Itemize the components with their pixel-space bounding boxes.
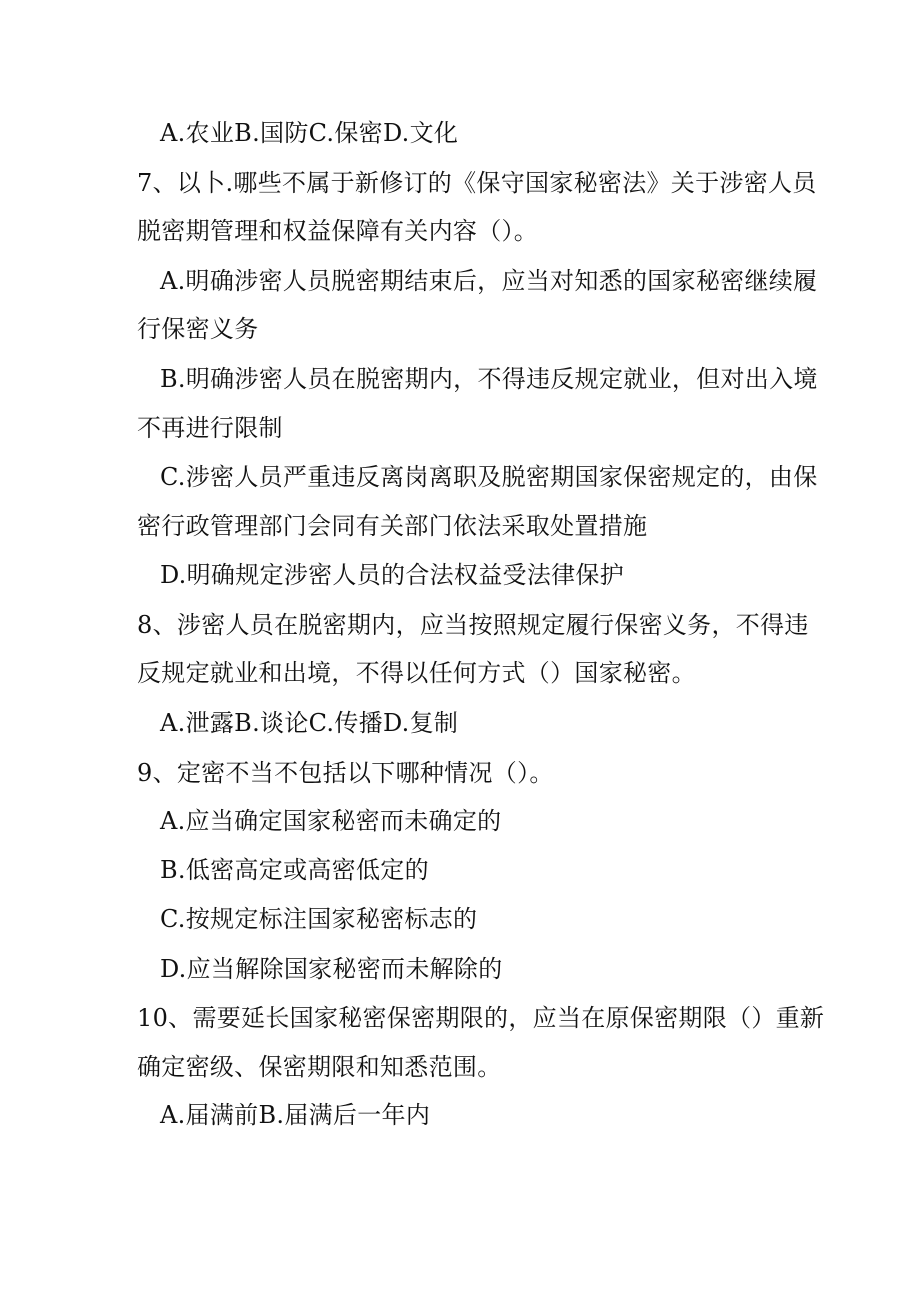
- q10-stem-line-2: 确定密级、保密期限和知悉范围。: [137, 1053, 502, 1081]
- q7-stem-line-2: 脱密期管理和权益保障有关内容（）。: [137, 217, 539, 245]
- q7-option-d: D.明确规定涉密人员的合法权益受法律保护: [160, 561, 625, 589]
- q9-option-c: C.按规定标注国家秘密标志的: [160, 905, 478, 933]
- q7-option-c-line-2: 密行政管理部门会同有关部门依法采取处置措施: [137, 512, 648, 540]
- q10-options: A.届满前B.届满后一年内: [160, 1101, 431, 1129]
- q7-option-b-line-1: B.明确涉密人员在脱密期内，不得违反规定就业，但对出入境: [160, 365, 818, 393]
- q8-options: A.泄露B.谈论C.传播D.复制: [160, 709, 459, 737]
- q7-option-c-line-1: C.涉密人员严重违反离岗离职及脱密期国家保密规定的，由保: [160, 463, 818, 491]
- q7-option-a-line-1: A.明确涉密人员脱密期结束后，应当对知悉的国家秘密继续履: [160, 267, 818, 295]
- q6-options: A.农业B.国防C.保密D.文化: [160, 119, 459, 147]
- q9-option-b: B.低密高定或高密低定的: [160, 856, 429, 884]
- q10-stem-line-1: 10、需要延长国家秘密保密期限的，应当在原保密期限（）重新: [137, 1004, 825, 1032]
- q9-stem: 9、定密不当不包括以下哪种情况（）。: [137, 759, 554, 787]
- q9-option-a: A.应当确定国家秘密而未确定的: [160, 807, 502, 835]
- q7-option-a-line-2: 行保密义务: [137, 315, 259, 343]
- q7-option-b-line-2: 不再进行限制: [137, 414, 283, 442]
- q9-option-d: D.应当解除国家秘密而未解除的: [160, 955, 503, 983]
- q8-stem-line-1: 8、涉密人员在脱密期内，应当按照规定履行保密义务，不得违: [137, 611, 809, 639]
- q8-stem-line-2: 反规定就业和出境，不得以任何方式（）国家秘密。: [137, 659, 696, 687]
- q7-stem-line-1: 7、以卜.哪些不属于新修订的《保守国家秘密法》关于涉密人员: [137, 169, 817, 197]
